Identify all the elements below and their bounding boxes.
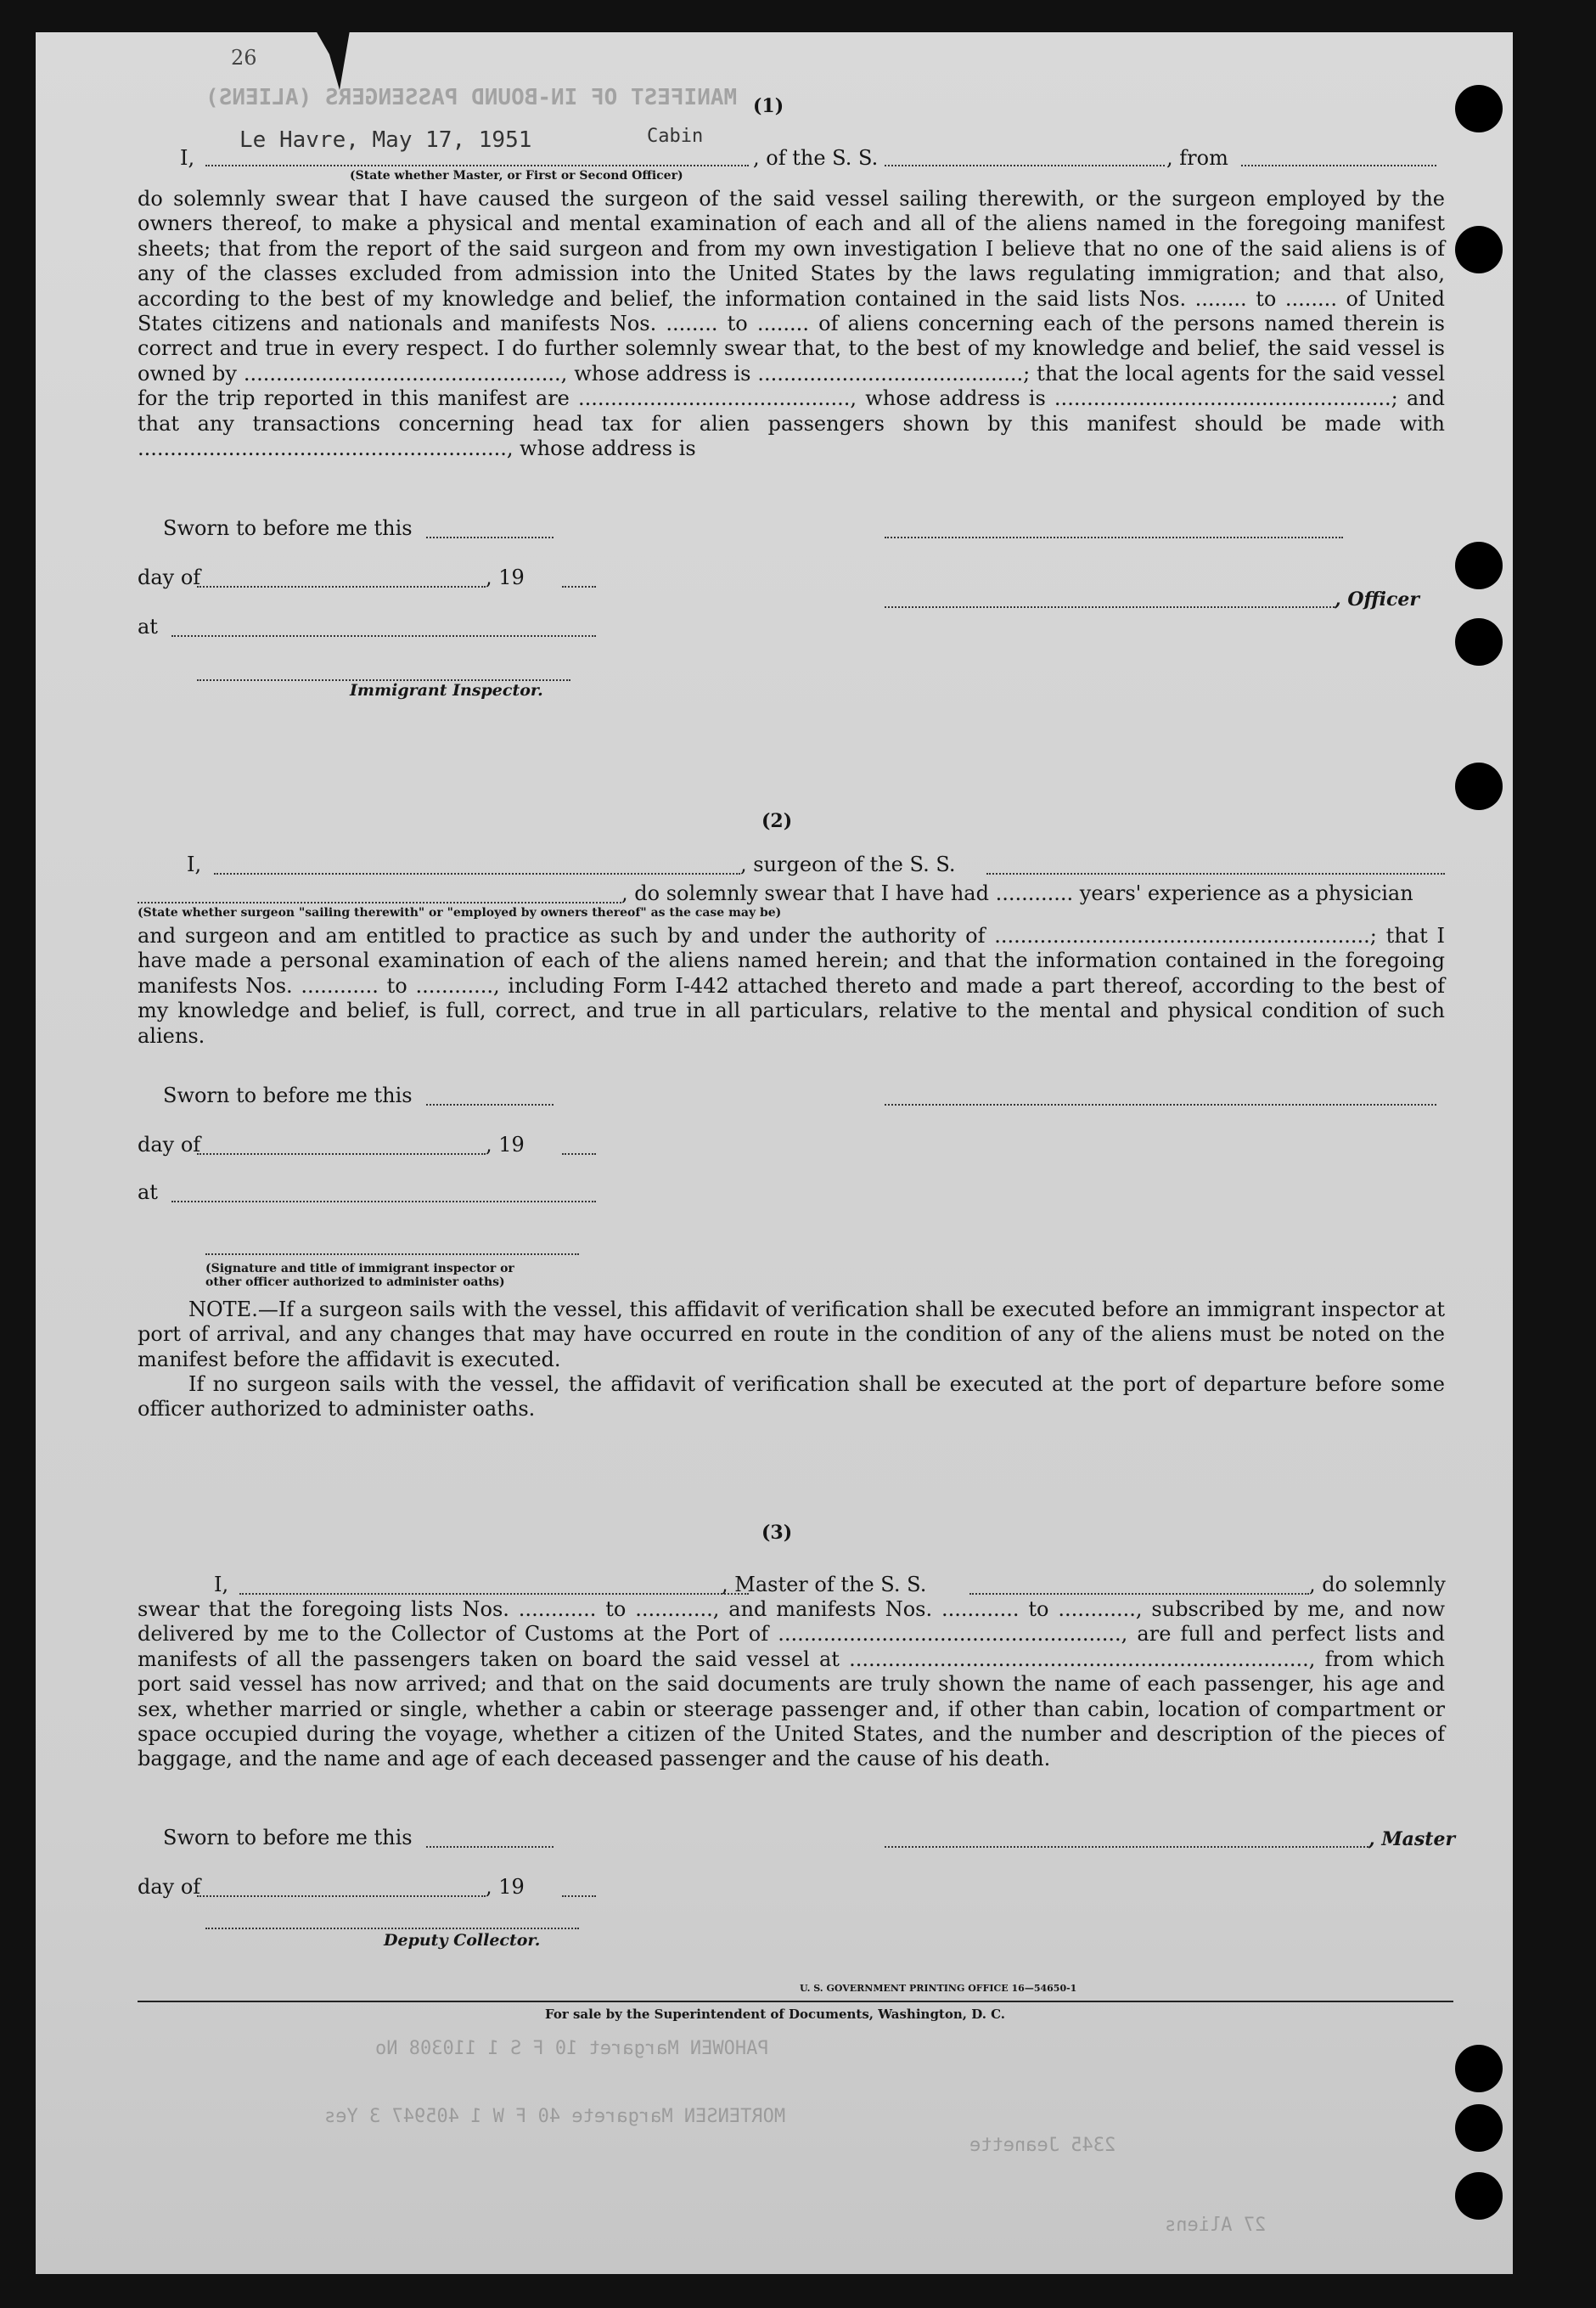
year-field-2 bbox=[562, 1153, 596, 1155]
year-label-1: , 19 bbox=[486, 566, 525, 589]
binder-hole bbox=[1455, 542, 1503, 589]
surgeon-status-caption: (State whether surgeon "sailing therewith" or "employed by owners thereof" as the case may be) bbox=[138, 906, 782, 920]
month-field-3 bbox=[197, 1895, 486, 1897]
day-of-label-2: day of bbox=[138, 1133, 201, 1157]
vessel-name-field bbox=[885, 165, 1165, 166]
at-label-1: at bbox=[138, 615, 158, 639]
torn-corner bbox=[316, 31, 350, 90]
master-name-field bbox=[239, 1593, 749, 1595]
officer-title-field bbox=[885, 606, 1335, 608]
officer-rank-field bbox=[205, 165, 749, 166]
administering-officer-caption-2: other officer authorized to administer oaths) bbox=[205, 1275, 505, 1289]
binder-hole bbox=[1455, 763, 1503, 810]
bleed-row-1: PAHOWEN Margaret 10 F S 1 110308 No bbox=[375, 2038, 769, 2059]
note-label: NOTE. bbox=[188, 1298, 258, 1321]
place-field-1 bbox=[171, 635, 596, 637]
do-solemnly-label: , do solemnly bbox=[1309, 1573, 1446, 1596]
sale-notice: For sale by the Superintendent of Documents, Washington, D. C. bbox=[545, 2007, 1006, 2022]
year-label-3: , 19 bbox=[486, 1875, 525, 1899]
departure-port-field bbox=[1241, 165, 1436, 166]
section-3-oath-text: swear that the foregoing lists Nos. ............ to ............, and manifests Nos. ............ to ............, subscribed by me, and now delivered by me to the Collector of Customs at the Port of ....................................................., are full and perfect lists and manifests of all the passengers taken on board the said vessel at ......................................................................., from which port said vessel has now arrived; and that on the said documents are truly shown the name of each passenger, his age and sex, whether married or single, whether a cabin or steerage passenger and, if other than cabin, location of compartment or space occupied during the voyage, whether a citizen of the United States, and the number and description of the pieces of baggage, and the name and age of each deceased passenger and the cause of his death. bbox=[138, 1597, 1445, 1771]
section-1-oath-text: do solemnly swear that I have caused the surgeon of the said vessel sailing therewith, or the surgeon employed by the owners thereof, to make a physical and mental examination of each and all of the aliens named in the foregoing manifest sheets; that from the report of the said surgeon and from my own investigation I believe that no one of the said aliens is of any of the classes excluded from admission into the United States by the laws regulating immigration; and that also, according to the best of my knowledge and belief, the information contained in the said lists Nos. ........ to ........ of United States citizens and nationals and manifests Nos. ........ to ........ of aliens concerning each of the persons named therein is correct and true in every respect. I do further solemnly swear that, to the best of my knowledge and belief, the said vessel is owned by ................................................., whose address is .........................................; that the local agents for the said vessel for the trip reported in this manifest are .........................................., whose address is ....................................................; and that any transactions concerning head tax for alien passengers shown by this manifest should be made with ........................................................., whose address is bbox=[138, 187, 1445, 461]
surgeon-name-field bbox=[214, 873, 740, 875]
sworn-day-field-2 bbox=[426, 1104, 554, 1106]
section-3-I: I, bbox=[214, 1573, 229, 1596]
section-2-number: (2) bbox=[761, 810, 793, 832]
officer-signature-field bbox=[885, 537, 1343, 538]
month-field-2 bbox=[197, 1153, 486, 1155]
administering-officer-caption-1: (Signature and title of immigrant inspector or bbox=[205, 1262, 514, 1275]
rank-caption: (State whether Master, or First or Second Officer) bbox=[350, 169, 683, 183]
from-label: , from bbox=[1166, 146, 1228, 170]
binder-hole bbox=[1455, 2172, 1503, 2220]
master-vessel-field bbox=[969, 1593, 1309, 1595]
section-2-I: I, bbox=[187, 853, 202, 876]
binder-hole bbox=[1455, 618, 1503, 666]
month-field-1 bbox=[197, 586, 486, 588]
typed-port-date: Le Havre, May 17, 1951 bbox=[239, 127, 532, 153]
binder-hole bbox=[1455, 2104, 1503, 2152]
year-label-2: , 19 bbox=[486, 1133, 525, 1157]
binder-hole bbox=[1455, 226, 1503, 273]
master-label: , Master bbox=[1368, 1828, 1456, 1850]
sworn-label-1: Sworn to before me this bbox=[163, 516, 413, 540]
section-1-number: (1) bbox=[753, 95, 784, 117]
administering-officer-field bbox=[205, 1253, 579, 1255]
master-of-ss-label: , Master of the S. S. bbox=[722, 1573, 927, 1596]
section-2-oath-text: and surgeon and am entitled to practice as such by and under the authority of ..........................................................; that I have made a personal examination of each of the aliens named herein; and that the information contained in the foregoing manifests Nos. ............ to ............, including Form I-442 attached thereto and made a part thereof, according to the best of my knowledge and belief, is full, correct, and true in all particulars, relative to the mental and physical condition of such aliens. bbox=[138, 924, 1445, 1048]
year-field-3 bbox=[562, 1895, 596, 1897]
sworn-day-field-3 bbox=[426, 1846, 554, 1848]
surgeon-of-ss-label: , surgeon of the S. S. bbox=[740, 853, 956, 876]
surgeon-vessel-field bbox=[986, 873, 1445, 875]
master-signature-field bbox=[885, 1846, 1368, 1848]
collector-signature-field bbox=[205, 1928, 579, 1929]
bleed-row-4: 27 Aliens bbox=[1165, 2215, 1267, 2236]
of-the-ss-label: , of the S. S. bbox=[753, 146, 879, 170]
page-number: 26 bbox=[231, 46, 257, 70]
surgeon-signature-field bbox=[885, 1104, 1436, 1106]
surgeon-oath-line: , do solemnly swear that I have had ............ years' experience as a physician bbox=[621, 881, 1413, 905]
place-field-2 bbox=[171, 1201, 596, 1202]
binder-hole bbox=[1455, 85, 1503, 132]
sworn-label-2: Sworn to before me this bbox=[163, 1084, 413, 1107]
surgeon-status-field bbox=[138, 902, 621, 903]
sworn-day-field-1 bbox=[426, 537, 554, 538]
form-title-bleed: MANIFEST OF IN-BOUND PASSENGERS (ALIENS) bbox=[205, 85, 738, 110]
bleed-row-3: 2345 Jeanette bbox=[969, 2135, 1116, 2156]
note-1-text: —If a surgeon sails with the vessel, this affidavit of verification shall be executed before an immigrant inspector at port of arrival, and any changes that may have occurred en route in the condition of any of the aliens must be noted on the manifest before the affidavit is executed. bbox=[138, 1298, 1445, 1371]
gpo-imprint: U. S. GOVERNMENT PRINTING OFFICE 16—54650-1 bbox=[800, 1983, 1077, 1994]
note-2: If no surgeon sails with the vessel, the affidavit of verification shall be executed at the port of departure before some officer authorized to administer oaths. bbox=[138, 1372, 1445, 1421]
section-1-I: I, bbox=[180, 146, 195, 170]
binder-hole bbox=[1455, 2045, 1503, 2092]
bleed-row-2: MORTENSEN Margarete 40 F W 1 405947 3 Yes bbox=[324, 2106, 786, 2127]
section-3-number: (3) bbox=[761, 1522, 793, 1544]
footer-rule bbox=[138, 2001, 1453, 2002]
at-label-2: at bbox=[138, 1180, 158, 1204]
sworn-label-3: Sworn to before me this bbox=[163, 1826, 413, 1849]
typed-class: Cabin bbox=[647, 126, 704, 147]
year-field-1 bbox=[562, 586, 596, 588]
day-of-label-3: day of bbox=[138, 1875, 201, 1899]
immigrant-inspector-label: Immigrant Inspector. bbox=[350, 681, 543, 700]
manifest-page bbox=[36, 32, 1513, 2274]
day-of-label-1: day of bbox=[138, 566, 201, 589]
officer-label: , Officer bbox=[1335, 588, 1420, 611]
deputy-collector-label: Deputy Collector. bbox=[384, 1931, 541, 1950]
note-1 bbox=[138, 1298, 1445, 1372]
